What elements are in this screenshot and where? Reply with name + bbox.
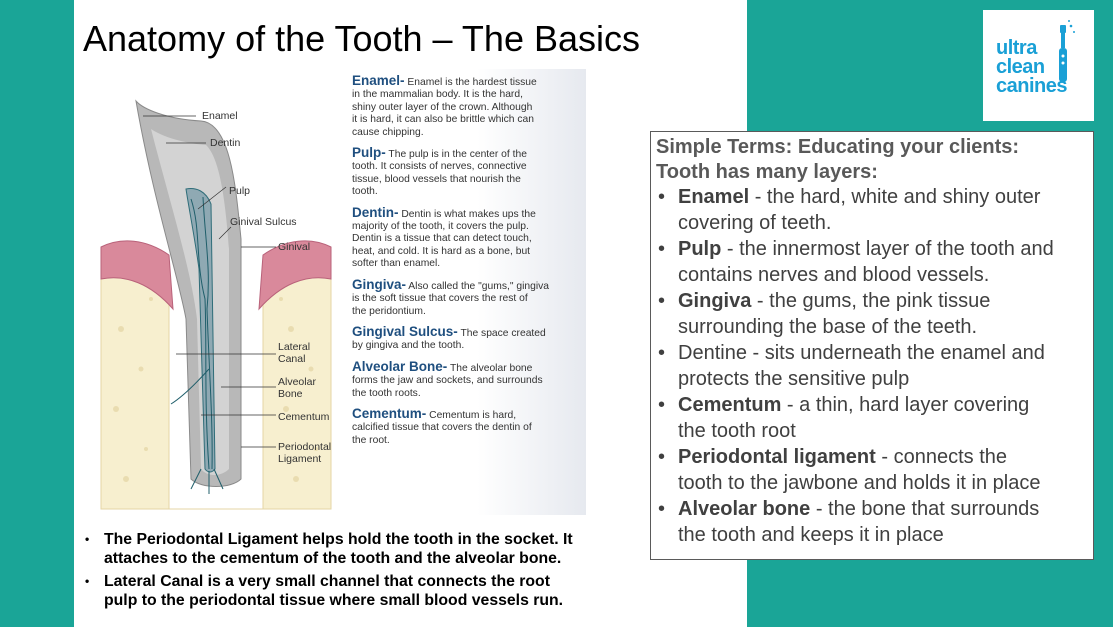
definition-term: Pulp- — [352, 145, 386, 161]
label-pulp: Pulp — [229, 185, 251, 197]
bullet: • — [658, 186, 666, 208]
label-lateral-canal: Lateral Canal — [278, 341, 311, 365]
label-alveolar-bone: Alveolar Bone — [278, 376, 316, 400]
definition-term: Dentin- — [352, 204, 399, 220]
bullet: • — [658, 394, 666, 416]
simple-term-alveolar-bone: • Alveolar bone - the bone that surrounds the tooth and keeps it in place — [658, 498, 1040, 546]
label-periodontal-ligament: Periodontal Ligament — [278, 441, 332, 465]
page-title: Anatomy of the Tooth – The Basics — [83, 18, 640, 59]
definition-alveolar-bone: Alveolar Bone- The alveolar bone forms the jaw and sockets, and surrounds the tooth roots. — [352, 358, 543, 399]
ultra-clean-canines-logo — [983, 10, 1094, 121]
definition-dentin: Dentin- Dentin is what makes ups the majority of the tooth, it covers the pulp. Dentin is a tissue that can detect touch, heat, and cold. It is hard as a bone, but softer than enamel. — [352, 204, 536, 270]
note-periodontal-ligament: • The Periodontal Ligament helps hold the tooth in the socket. It attaches to the cementum of the tooth and the alveolar bone. — [85, 531, 573, 567]
logo-word-canines: canines — [996, 75, 1067, 97]
bullet: • — [658, 446, 666, 468]
bullet: • — [658, 498, 666, 520]
bullet: • — [658, 238, 666, 260]
definitions-list — [352, 75, 567, 455]
label-ginival-sulcus: Ginival Sulcus — [230, 216, 297, 228]
simple-terms-subheading: Tooth has many layers: — [656, 160, 878, 183]
definition-enamel: Enamel- Enamel is the hardest tissue in the mammalian body. It is the hard, shiny outer layer of the crown. Although it is hard, it can also be brittle which can cause chipping. — [352, 73, 537, 138]
definition-term: Enamel- — [352, 73, 405, 88]
label-dentin: Dentin — [210, 137, 241, 149]
simple-terms-heading: Simple Terms: Educating your clients: — [656, 136, 1020, 158]
simple-terms-box — [650, 131, 1094, 560]
simple-term-dentine: • Dentine - sits underneath the enamel and protects the sensitive pulp — [658, 342, 1045, 390]
definition-gingiva: Gingiva- Also called the "gums," gingiva is the soft tissue that covers the rest of the peridontium. — [352, 276, 549, 317]
definition-cementum: Cementum- Cementum is hard, calcified tissue that covers the dentin of the root. — [352, 405, 532, 446]
definition-term: Gingival Sulcus- — [352, 323, 458, 339]
definition-gingival-sulcus: Gingival Sulcus- The space created by gingiva and the tooth. — [352, 323, 546, 352]
simple-term-enamel: • Enamel - the hard, white and shiny outer covering of teeth. — [658, 186, 1041, 234]
definition-pulp: Pulp- The pulp is in the center of the tooth. It consists of nerves, connective tissue, blood vessels that nourish the tooth. — [352, 145, 527, 198]
simple-term-pulp: • Pulp - the innermost layer of the tooth and contains nerves and blood vessels. — [658, 238, 1054, 286]
bullet: • — [85, 574, 90, 588]
label-cementum: Cementum — [278, 411, 330, 423]
simple-term-periodontal-ligament: • Periodontal ligament - connects the tooth to the jawbone and holds it in place — [658, 446, 1041, 494]
bullet: • — [658, 290, 666, 312]
tooth-anatomy-figure — [91, 69, 586, 515]
simple-term-cementum: • Cementum - a thin, hard layer covering the tooth root — [658, 394, 1030, 442]
definition-term: Cementum- — [352, 405, 427, 421]
label-ginival: Ginival — [278, 241, 311, 253]
definition-term: Gingiva- — [352, 276, 407, 292]
bullet: • — [85, 532, 90, 546]
logo-word-ultra: ultra — [996, 37, 1037, 59]
notes-list — [84, 530, 644, 614]
simple-term-gingiva: • Gingiva - the gums, the pink tissue surrounding the base of the teeth. — [658, 290, 991, 338]
bullet: • — [658, 342, 666, 364]
logo-word-clean: clean — [996, 56, 1045, 78]
note-lateral-canal: • Lateral Canal is a very small channel that connects the root pulp to the periodontal tissue where small blood vessels run. — [85, 573, 564, 609]
label-enamel: Enamel — [202, 110, 238, 122]
definition-term: Alveolar Bone- — [352, 358, 448, 374]
